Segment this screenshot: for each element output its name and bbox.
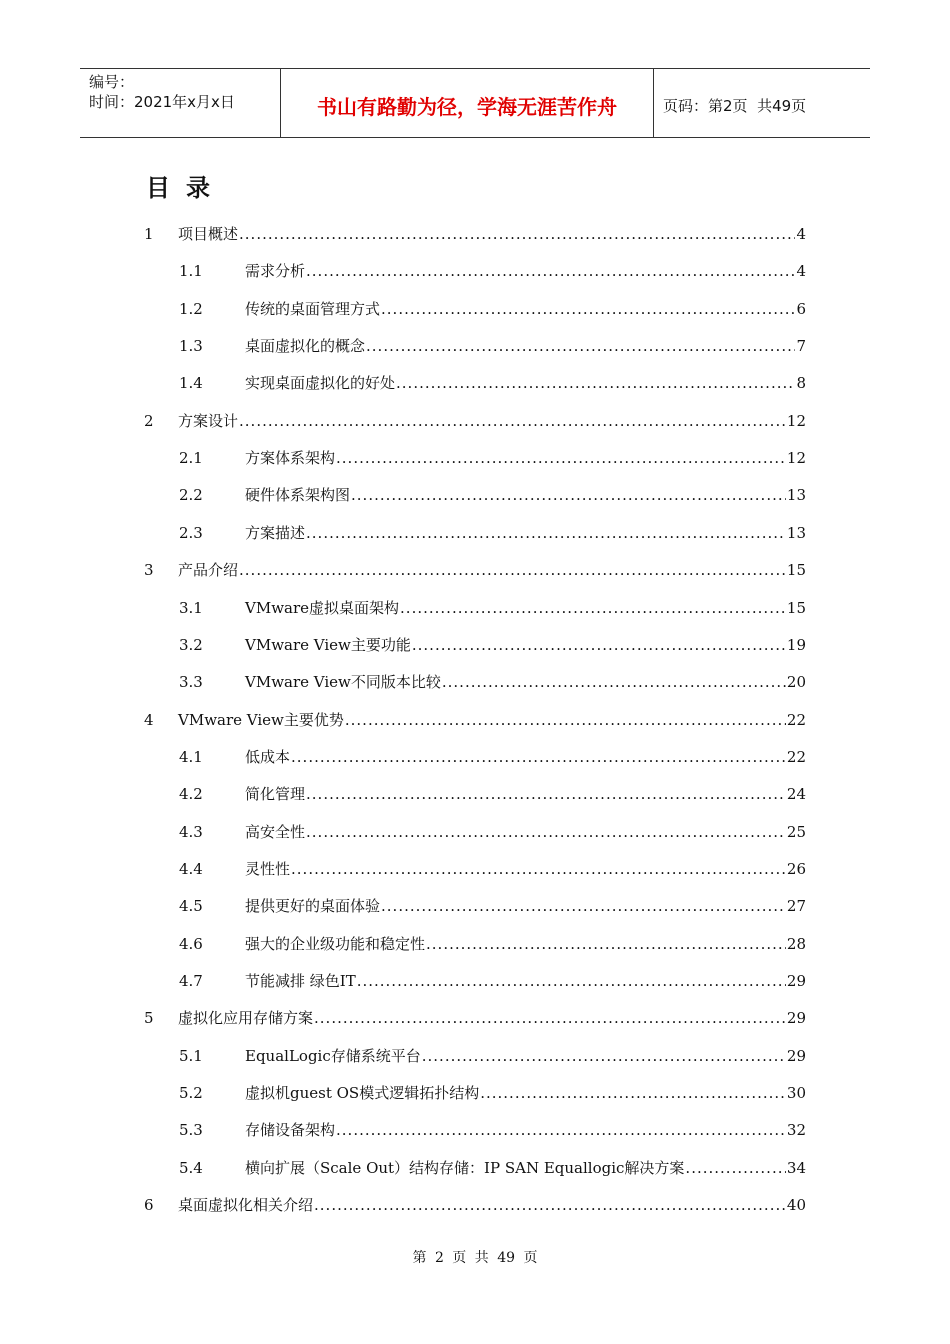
toc-leader-dots	[239, 561, 786, 579]
toc-entry[interactable]	[179, 783, 806, 807]
toc-entry[interactable]	[179, 298, 806, 322]
toc-entry-number: 3	[144, 561, 154, 580]
toc-entry-title: 方案描述	[245, 523, 306, 542]
toc-leader-dots	[239, 225, 795, 243]
toc-leader-dots	[426, 935, 786, 953]
page-footer: 第 2 页 共 49 页	[412, 1250, 538, 1266]
toc-entry[interactable]	[144, 1194, 806, 1218]
toc-entry-title: VMware View主要优势	[178, 710, 344, 729]
toc-entry-title: VMware View主要功能	[245, 635, 411, 654]
toc-entry-number: 2.3	[179, 523, 203, 542]
header-motto: 书山有路勤为径，学海无涯苦作舟	[281, 69, 654, 137]
toc-entry-title: 桌面虚拟化相关介绍	[178, 1196, 314, 1215]
toc-entry[interactable]	[179, 1082, 806, 1106]
toc-entry-page: 29	[786, 1009, 806, 1028]
toc-leader-dots	[345, 711, 786, 729]
toc-leader-dots	[306, 823, 786, 841]
toc-entry-page: 15	[786, 561, 806, 580]
toc-leader-dots	[357, 972, 786, 990]
toc-entry[interactable]	[179, 895, 806, 919]
toc-entry-page: 25	[786, 822, 806, 841]
toc-entry-page: 24	[786, 785, 806, 804]
toc-entry-page: 22	[786, 747, 806, 766]
header-code-label: 编号：	[89, 73, 135, 91]
toc-entry[interactable]	[144, 410, 806, 434]
toc-entry-title: 高安全性	[245, 822, 306, 841]
toc-entry-number: 4.2	[179, 785, 203, 804]
toc-entry-page: 29	[786, 1046, 806, 1065]
toc-entry-title: 虚拟化应用存储方案	[178, 1009, 314, 1028]
toc-entry-title: 存储设备架构	[245, 1121, 336, 1140]
toc-entry-title: 传统的桌面管理方式	[245, 299, 381, 318]
toc-entry-number: 5.2	[179, 1084, 203, 1103]
toc-entry-title: 需求分析	[245, 262, 306, 281]
toc-entry-title: 硬件体系架构图	[245, 486, 351, 505]
toc-entry-page: 20	[786, 673, 806, 692]
toc-entry[interactable]	[144, 1007, 806, 1031]
toc-entry-page: 6	[796, 299, 806, 318]
toc-entry-number: 4.6	[179, 934, 203, 953]
toc-entry-number: 1	[144, 225, 154, 243]
toc-leader-dots	[239, 412, 786, 430]
toc-entry-title: 产品介绍	[178, 561, 239, 580]
toc-title: 目录	[146, 174, 226, 202]
toc-entry-page: 22	[786, 710, 806, 729]
header-left-cell	[80, 69, 281, 137]
toc-entry-number: 5.1	[179, 1046, 203, 1065]
toc-entry-page: 15	[786, 598, 806, 617]
toc-entry-number: 4.5	[179, 897, 203, 916]
toc-entry[interactable]	[179, 970, 806, 994]
toc-entry-page: 13	[786, 486, 806, 505]
toc-leader-dots	[396, 374, 795, 392]
toc-entry[interactable]	[179, 746, 806, 770]
toc-leader-dots	[306, 262, 795, 280]
toc-entry-page: 27	[786, 897, 806, 916]
toc-leader-dots	[351, 486, 786, 504]
toc-entry-page: 28	[786, 934, 806, 953]
toc-entry-number: 4.4	[179, 859, 203, 878]
toc-entry[interactable]	[179, 372, 806, 396]
toc-entry-page: 29	[786, 972, 806, 990]
toc-leader-dots	[291, 748, 786, 766]
toc-leader-dots	[381, 300, 795, 318]
toc-entry[interactable]	[179, 260, 806, 284]
toc-leader-dots	[291, 860, 786, 878]
toc-leader-dots	[685, 1159, 785, 1177]
toc-entry-number: 1.1	[179, 262, 203, 281]
toc-leader-dots	[336, 449, 786, 467]
toc-entry-page: 34	[786, 1158, 806, 1177]
toc-entry-page: 12	[786, 449, 806, 468]
toc-entry[interactable]	[179, 858, 806, 882]
toc-entry[interactable]	[144, 223, 806, 247]
toc-leader-dots	[306, 524, 786, 542]
toc-entry[interactable]	[179, 1045, 806, 1069]
toc-entry-page: 4	[796, 262, 806, 281]
toc-entry-page: 12	[786, 411, 806, 430]
toc-entry-title: 方案设计	[178, 411, 239, 430]
toc-leader-dots	[480, 1084, 786, 1102]
toc-entry-title: VMware虚拟桌面架构	[245, 598, 400, 617]
toc-entry-page: 32	[786, 1121, 806, 1140]
toc-entry-number: 2.1	[179, 449, 203, 468]
toc-entry-page: 4	[796, 225, 806, 243]
toc-entry-number: 4	[144, 710, 154, 729]
toc-entry-page: 30	[786, 1084, 806, 1103]
toc-entry-page: 26	[786, 859, 806, 878]
toc-entry-title: 简化管理	[245, 785, 306, 804]
toc-entry-title: 节能减排 绿色IT	[245, 972, 356, 990]
toc-entry[interactable]	[179, 1119, 806, 1143]
toc-entry-title: 低成本	[245, 747, 291, 766]
toc-entry-number: 4.7	[179, 972, 203, 990]
toc-leader-dots	[381, 897, 786, 915]
toc-entry-number: 1.4	[179, 374, 203, 393]
toc-entry-number: 6	[144, 1196, 154, 1215]
toc-leader-dots	[400, 599, 786, 617]
toc-entry-title: 强大的企业级功能和稳定性	[245, 934, 426, 953]
toc-entry-number: 1.2	[179, 299, 203, 318]
toc-leader-dots	[306, 785, 786, 803]
toc-entry-number: 1.3	[179, 337, 203, 356]
toc-entry[interactable]	[179, 447, 806, 471]
toc-entry-number: 5.3	[179, 1121, 203, 1140]
toc-entry-number: 5	[144, 1009, 154, 1028]
toc-entry-page: 7	[796, 337, 806, 356]
page-header	[80, 68, 870, 138]
toc-entry-title: 桌面虚拟化的概念	[245, 337, 366, 356]
toc-entry[interactable]	[179, 522, 806, 546]
toc-entry-title: 方案体系架构	[245, 449, 336, 468]
toc-entry-page: 8	[796, 374, 806, 393]
header-page-info: 页码：第2页 共49页	[663, 96, 807, 115]
toc-entry-page: 19	[786, 635, 806, 654]
toc-entry-number: 3.2	[179, 635, 203, 654]
toc-entry-title: 提供更好的桌面体验	[245, 897, 381, 916]
toc-entry-title: 虚拟机guest OS模式逻辑拓扑结构	[245, 1084, 480, 1103]
toc-entry[interactable]	[179, 1157, 806, 1181]
toc-entry-number: 2.2	[179, 486, 203, 505]
toc-leader-dots	[422, 1047, 786, 1065]
toc-entry-title: 横向扩展（Scale Out）结构存储：IP SAN Equallogic解决方案	[245, 1158, 685, 1177]
toc-entry[interactable]	[179, 821, 806, 845]
toc-leader-dots	[314, 1009, 786, 1027]
toc-entry[interactable]	[179, 597, 806, 621]
toc-entry-title: 项目概述	[178, 225, 239, 243]
toc-entry[interactable]	[179, 634, 806, 658]
toc-entry-page: 13	[786, 523, 806, 542]
toc-entry[interactable]	[179, 671, 806, 695]
toc-leader-dots	[336, 1121, 786, 1139]
toc-entry-title: 灵性性	[245, 859, 291, 878]
toc-entry-number: 4.3	[179, 822, 203, 841]
toc-entry[interactable]	[179, 933, 806, 957]
toc-entry[interactable]	[144, 559, 806, 583]
toc-entry-number: 5.4	[179, 1158, 203, 1177]
toc-entry-title: 实现桌面虚拟化的好处	[245, 374, 396, 393]
header-date-label: 时间：2021年x月x日	[89, 93, 235, 111]
toc-entry-number: 2	[144, 411, 154, 430]
toc-entry[interactable]	[179, 484, 806, 508]
toc-entry[interactable]	[144, 709, 806, 733]
toc-entry-number: 3.1	[179, 598, 203, 617]
toc-entry-number: 3.3	[179, 673, 203, 692]
toc-leader-dots	[412, 636, 786, 654]
toc-entry-number: 4.1	[179, 747, 203, 766]
toc-leader-dots	[442, 673, 786, 691]
toc-entry-title: VMware View不同版本比较	[245, 673, 441, 692]
toc-leader-dots	[314, 1196, 786, 1214]
toc-entry[interactable]	[179, 335, 806, 359]
toc-entry-page: 40	[786, 1196, 806, 1215]
toc-entry-title: EqualLogic存储系统平台	[245, 1046, 421, 1065]
toc-leader-dots	[366, 337, 795, 355]
